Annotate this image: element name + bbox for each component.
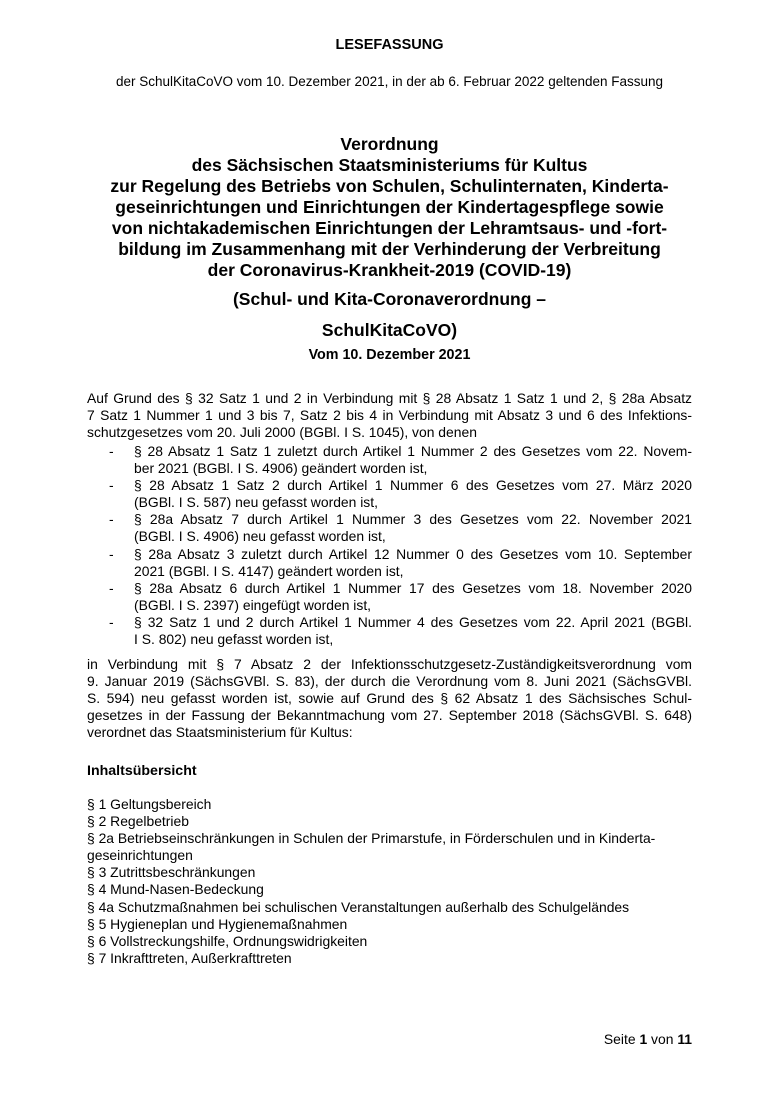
list-item-line: § 32 Satz 1 und 2 durch Artikel 1 Nummer 4 des Gesetzes vom 22. April 2021 (BGBl. [134,613,692,630]
title-line: geseinrichtungen und Einrichtungen der Kindertagespflege sowie [115,197,664,217]
page-label: Seite [603,1031,636,1047]
toc-item: § 2 Regelbetrieb [87,813,189,830]
list-item-line: (BGBl. I S. 4906) neu gefasst worden ist, [134,528,386,545]
toc-item: geseinrichtungen [87,847,193,864]
list-item [87,443,692,477]
regulation-title [87,134,692,281]
table-of-contents [87,796,692,967]
list-item-line: ber 2021 (BGBl. I S. 4906) geändert worden ist, [134,460,428,477]
title-line: von nichtakademischen Einrichtungen der Lehramtsaus- und -fort- [111,218,668,238]
page-separator: von [651,1031,674,1047]
preamble-line: in Verbindung mit § 7 Absatz 2 der Infektionsschutzgesetz-Zuständigkeitsverordnung vom [87,656,692,672]
document-label: LESEFASSUNG [335,37,444,53]
list-item [87,477,692,511]
list-dash: - [109,613,114,630]
current-page: 1 [639,1031,648,1047]
page-number [604,1031,692,1047]
short-title-line-1: (Schul- und Kita-Coronaverordnung – [232,289,547,309]
list-item-line: § 28a Absatz 6 durch Artikel 1 Nummer 17 des Gesetzes vom 18. November 2020 [134,579,692,596]
preamble-intro [87,390,692,441]
toc-item: § 6 Vollstreckungshilfe, Ordnungswidrigkeiten [87,932,368,949]
list-item-line: I S. 802) neu gefasst worden ist, [134,631,334,648]
toc-item: § 4 Mund-Nasen-Bedeckung [87,881,264,898]
list-dash: - [109,545,114,562]
preamble-line: S. 594) neu gefasst worden ist, sowie auf Grund des § 62 Absatz 1 des Sächsisches Schul- [87,690,692,707]
list-item [87,614,692,648]
preamble-line: gesetzes in der Fassung der Bekanntmachung vom 27. September 2018 (SächsGVBl. S. 648) [87,707,692,724]
toc-item: § 2a Betriebseinschränkungen in Schulen der Primarstufe, in Förderschulen und in Kinderta- [87,830,656,847]
toc-item: § 1 Geltungsbereich [87,796,212,812]
list-item [87,546,692,580]
list-dash: - [109,511,114,528]
list-item-line: (BGBl. I S. 2397) eingefügt worden ist, [134,596,372,613]
title-line: Verordnung [340,134,439,154]
title-line: des Sächsischen Staatsministeriums für Kultus [191,155,588,175]
list-dash: - [109,477,114,494]
title-line: bildung im Zusammenhang mit der Verhinderung der Verbreitung [118,239,661,259]
title-line: der Coronavirus-Krankheit-2019 (COVID-19) [207,260,572,280]
list-item-line: § 28a Absatz 3 zuletzt durch Artikel 12 Nummer 0 des Gesetzes vom 10. September [134,545,692,562]
list-item-line: 2021 (BGBl. I S. 4147) geändert worden ist, [134,562,404,579]
preamble-line: verordnet das Staatsministerium für Kultus: [87,724,353,741]
list-item [87,580,692,614]
toc-item: § 4a Schutzmaßnahmen bei schulischen Veranstaltungen außerhalb des Schulgeländes [87,898,630,915]
document-subtitle: der SchulKitaCoVO vom 10. Dezember 2021, in der ab 6. Februar 2022 geltenden Fassung [115,74,664,89]
total-pages: 11 [677,1031,692,1047]
preamble-line: 7 Satz 1 Nummer 1 und 3 bis 7, Satz 2 bis 4 in Verbindung mit Absatz 3 und 6 des Infektions- [87,407,692,424]
list-item [87,511,692,545]
list-item-line: § 28 Absatz 1 Satz 1 zuletzt durch Artikel 1 Nummer 2 des Gesetzes vom 22. Novem- [134,443,692,459]
toc-item: § 5 Hygieneplan und Hygienemaßnahmen [87,915,348,932]
list-dash: - [109,443,114,459]
toc-item: § 7 Inkrafttreten, Außerkrafttreten [87,949,292,966]
preamble-line: schutzgesetzes vom 20. Juli 2000 (BGBl. I S. 1045), von denen [87,424,477,441]
preamble-continuation [87,656,692,741]
toc-heading: Inhaltsübersicht [87,763,197,779]
list-item-line: § 28 Absatz 1 Satz 2 durch Artikel 1 Nummer 6 des Gesetzes vom 27. März 2020 [134,477,692,494]
list-item-line: (BGBl. I S. 587) neu gefasst worden ist, [134,494,378,511]
preamble-line: Auf Grund des § 32 Satz 1 und 2 in Verbindung mit § 28 Absatz 1 Satz 1 und 2, § 28a Absatz [87,390,692,406]
list-item-line: § 28a Absatz 7 durch Artikel 1 Nummer 3 des Gesetzes vom 22. November 2021 [134,511,692,528]
regulation-date: Vom 10. Dezember 2021 [308,347,471,363]
short-title-line-2: SchulKitaCoVO) [321,320,458,340]
list-dash: - [109,579,114,596]
title-line: zur Regelung des Betriebs von Schulen, Schulinternaten, Kinderta- [110,176,669,196]
toc-item: § 3 Zutrittsbeschränkungen [87,864,256,881]
preamble-line: 9. Januar 2019 (SächsGVBl. S. 83), der durch die Verordnung vom 8. Juni 2021 (SächsGVBl. [87,673,692,690]
amendment-list [87,443,692,648]
